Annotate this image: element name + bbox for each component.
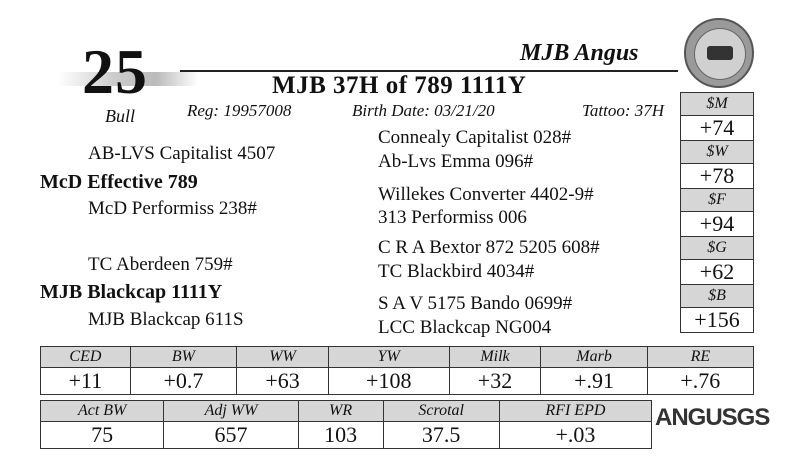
dollar-value: +74: [681, 116, 753, 141]
performance-header: Scrotal: [383, 401, 499, 422]
dollar-value: +156: [694, 307, 740, 332]
performance-value: 75: [41, 422, 164, 449]
tattoo: Tattoo: 37H: [582, 101, 665, 120]
seller-name: MJB Angus: [520, 40, 639, 66]
performance-header: WR: [298, 401, 383, 422]
dollar-label: $W: [681, 141, 753, 164]
epd-table: [40, 346, 754, 395]
epd-value: +11: [41, 368, 131, 395]
dollar-value: +94: [681, 212, 753, 237]
cow-icon: [707, 46, 733, 60]
epd-value: +.76: [647, 368, 753, 395]
epd-header: Marb: [541, 347, 647, 368]
sire-sire: AB-LVS Capitalist 4507: [88, 143, 276, 164]
dam-sire: TC Aberdeen 759#: [88, 254, 233, 275]
sex-label: Bull: [105, 106, 135, 126]
performance-header: RFI EPD: [499, 401, 651, 422]
dam-sire-sire: C R A Bextor 872 5205 608#: [378, 237, 600, 258]
performance-value: 657: [164, 422, 298, 449]
sire-dam-dam: 313 Performiss 006: [378, 207, 527, 228]
dam-dam: MJB Blackcap 611S: [88, 309, 244, 330]
lot-number: 25: [82, 36, 148, 107]
dam-sire-dam: TC Blackbird 4034#: [378, 261, 535, 282]
dollar-label: $B: [681, 285, 753, 308]
epd-value: +108: [329, 368, 450, 395]
performance-value: +.03: [499, 422, 651, 449]
epd-header: Milk: [449, 347, 541, 368]
dam: MJB Blackcap 1111Y: [40, 281, 223, 303]
seller-seal-logo: [684, 18, 754, 88]
epd-header: YW: [329, 347, 450, 368]
performance-value: 103: [298, 422, 383, 449]
dollar-label: $M: [681, 93, 753, 116]
performance-header: Adj WW: [164, 401, 298, 422]
epd-header: WW: [237, 347, 329, 368]
epd-header: RE: [647, 347, 753, 368]
sire-dam: McD Performiss 238#: [88, 198, 257, 219]
angus-gs-logo: ANGUSGS: [655, 404, 770, 431]
dollar-value-box: [680, 92, 754, 333]
dam-dam-dam: LCC Blackcap NG004: [378, 317, 552, 338]
animal-name: MJB 37H of 789 1111Y: [272, 72, 527, 99]
epd-value: +32: [449, 368, 541, 395]
performance-table: [40, 400, 652, 449]
dollar-value: +62: [681, 260, 753, 285]
birth-date: Birth Date: 03/21/20: [352, 101, 495, 120]
sire-sire-dam: Ab-Lvs Emma 096#: [378, 151, 534, 172]
sire: McD Effective 789: [40, 171, 198, 193]
dollar-value: +78: [681, 164, 753, 189]
dam-dam-sire: S A V 5175 Bando 0699#: [378, 293, 573, 314]
registration-number: Reg: 19957008: [187, 101, 292, 120]
epd-value: +63: [237, 368, 329, 395]
epd-header: CED: [41, 347, 131, 368]
performance-value: 37.5: [383, 422, 499, 449]
performance-header: Act BW: [41, 401, 164, 422]
dollar-label: $F: [681, 189, 753, 212]
epd-value: +.91: [541, 368, 647, 395]
epd-header: BW: [130, 347, 236, 368]
sire-sire-sire: Connealy Capitalist 028#: [378, 127, 572, 148]
epd-value: +0.7: [130, 368, 236, 395]
dollar-label: $G: [681, 237, 753, 260]
sire-dam-sire: Willekes Converter 4402-9#: [378, 184, 594, 205]
